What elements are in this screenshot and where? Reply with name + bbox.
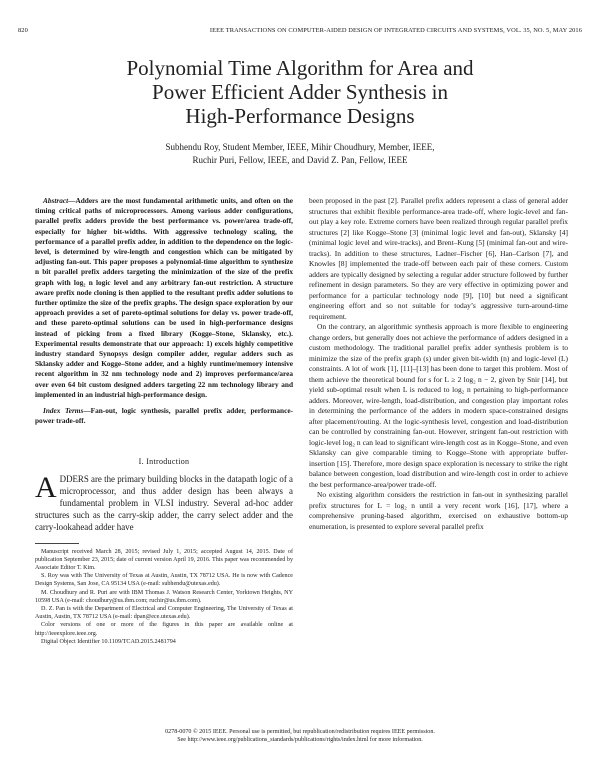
paper-title (0, 56, 600, 128)
title-line: Polynomial Time Algorithm for Area and (126, 56, 474, 80)
footer-line: See http://www.ieee.org/publications_standards/publications/rights/index.html for more information. (177, 737, 423, 743)
abstract-text: —Adders are the most fundamental arithmetic units, and often on the timing critical paths of microprocessors. Among various adder configurations, parallel prefix adders provide the best performance vs. power/area trade-off, especially for higher bit-widths. With aggressive technology scaling, the performance of a parallel prefix adder, in addition to the dependence on the logic-level, is determined by wire-length and congestion which can be mitigated by adjusting fan-out. This paper proposes a polynomial-time algorithm to synthesize n bit parallel prefix adders targeting the minimization of the size of the prefix graph with log₂ n logic level and any arbitrary fan-out restriction. A structure aware prefix node cloning is then applied to the resultant prefix adder solutions to further optimize the size of the prefix graphs. The design space exploration by our approach provides a set of pareto-optimal solutions for delay vs. power trade-off, and these pareto-optimal solutions can be used in high-performance designs instead of picking from a fixed library (Kogge–Stone, Sklansky, etc.). Experimental results demonstrate that our approach: 1) excels highly competitive industry standard Synopsys design compiler adder, regular adders such as Sklansky adder and Kogge–Stone adder, and a highly runtime/memory intensive recent algorithm in 32 nm technology node and 2) improves performance/area over even 64 bit custom designed adders targeting 22 nm technology library and implemented in an industrial high-performance design. (35, 196, 293, 399)
index-terms-text: —Fan-out, logic synthesis, parallel prefix adder, performance-power trade-off. (35, 406, 293, 426)
body-paragraph: No existing algorithm considers the restriction in fan-out in synthesizing parallel prefix structures for L = log₂ n until a very recent work [16], [17], where a comprehensive pruning-based algorithm, exercised on exhaustive bottom-up enumeration, is presented to explore several parallel prefix (309, 490, 568, 531)
running-header (18, 27, 582, 39)
title-line: Power Efficient Adder Synthesis in (152, 80, 448, 104)
footnote: Color versions of one or more of the figures in this paper are available online at http://ieeexplore.ieee.org. (35, 622, 293, 637)
author-line: Subhendu Roy, Student Member, IEEE, Mihir Choudhury, Member, IEEE, (165, 142, 435, 152)
author-line: Ruchir Puri, Fellow, IEEE, and David Z. Pan, Fellow, IEEE (192, 155, 408, 165)
footnote: M. Choudhury and R. Puri are with IBM Thomas J. Watson Research Center, Yorktown Heights, NY 10598 USA (e-mail: choudhury@us.ibm.com; ruchir@us.ibm.com). (35, 589, 293, 604)
title-line: High-Performance Designs (185, 104, 415, 128)
footer-line: 0278-0070 © 2015 IEEE. Personal use is permitted, but republication/redistribution requires IEEE permission. (165, 729, 435, 735)
footnote: S. Roy was with The University of Texas at Austin, Austin, TX 78712 USA. He is now with Cadence Design Systems, San Jose, CA 95134 USA (e-mail: subhendu@utexas.edu). (35, 573, 293, 588)
footnote-doi: Digital Object Identifier 10.1109/TCAD.2015.2481794 (41, 638, 176, 645)
drop-cap: A (35, 470, 57, 504)
author-list (0, 141, 600, 167)
intro-text: DDERS are the primary building blocks in the datapath logic of a microprocessor, and thus adder design has been always a fundamental problem in VLSI industry. Several ad-hoc adder structures such as the carry-skip adder, the carry select adder and the carry-lookahead adder have (35, 473, 293, 532)
footnote-divider (35, 543, 79, 544)
footnote: Manuscript received March 28, 2015; revised July 1, 2015; accepted August 14, 2015. Date of publication September 23, 2015; date of current version April 19, 2016. This paper was recommended by Associate Editor T. Kim. (35, 548, 293, 571)
right-column (309, 196, 568, 532)
body-paragraph: been proposed in the past [2]. Parallel prefix adders represent a class of general adder structures that exhibit flexible performance-area trade-off, where logic-level and fan-out play a key role. Extreme corners have been realized through regular parallel prefix structures [2] like Kogge–Stone [3] (minimal logic level and fan-out), Sklansky [4] (minimal logic level and wire-tracks), and Brent–Kung [5] (minimal fan-out and wire-tracks). In addition to these structures, Ladner–Fischer [6], Han–Carlson [7], and Knowles [8] implemented the trade-off between each pair of these corners. Custom adders are typically designed by selecting a regular adder structure followed by further refinement in design parameters. So they are very effective in optimizing power and performance for a particular technology node [9], [10] but need a significant engineering effort and so not suitable for today’s aggressive turn-around-time requirement. (309, 196, 568, 321)
copyright-footer (0, 728, 600, 744)
footnote: D. Z. Pan is with the Department of Electrical and Computer Engineering, The University of Texas at Austin, Austin, TX 78712 USA (e-mail: dpan@ece.utexas.edu). (35, 605, 293, 621)
index-terms-label: Index Terms (43, 406, 84, 416)
page-number: 820 (18, 27, 28, 34)
index-terms (35, 406, 293, 426)
abstract-label: Abstract (43, 196, 69, 205)
journal-name: IEEE TRANSACTIONS ON COMPUTER-AIDED DESIGN OF INTEGRATED CIRCUITS AND SYSTEMS, VOL. 35, NO. 5, MAY 2016 (209, 27, 582, 34)
left-column (35, 196, 293, 646)
intro-paragraph (35, 470, 293, 534)
section-heading: I. Introduction (138, 457, 190, 467)
abstract (35, 196, 293, 400)
body-paragraph: On the contrary, an algorithmic synthesis approach is more flexible to engineering change orders, but generally does not achieve the performance of adders designed in a custom methodology. The traditional parallel prefix adder synthesis problem is to minimize the size of the prefix graph (s) under given bit-width (n) and logic-level (L) constraints. A lot of work [1], [11]–[13] has been done to target this problem. Most of them achieve the theoretical bound for s for L ≥ 2 log₂ n − 2, given by Snir [14], but yield sub-optimal result when L is reduced to log₂ n pertaining to high-performance adders. Moreover, wire-length, load-distribution, and congestion play important roles in determining the performance of the adders in modern space-constrained designs after placement/routing. At the logic-synthesis level, congestion and load-distribution can be controlled by constraining fan-out. However, stringent fan-out restriction with logic-level log₂ n can lead to significant wire-length cost as in Kogge–Stone, and even Sklansky can give comparable timing to Kogge–Stone with appropriate buffer-insertion [15]. Therefore, more design space exploration is necessary to strike the right balance between congestion, load distribution and wire-length cost in order to achieve the best performance-area/power trade-off. (309, 322, 568, 489)
